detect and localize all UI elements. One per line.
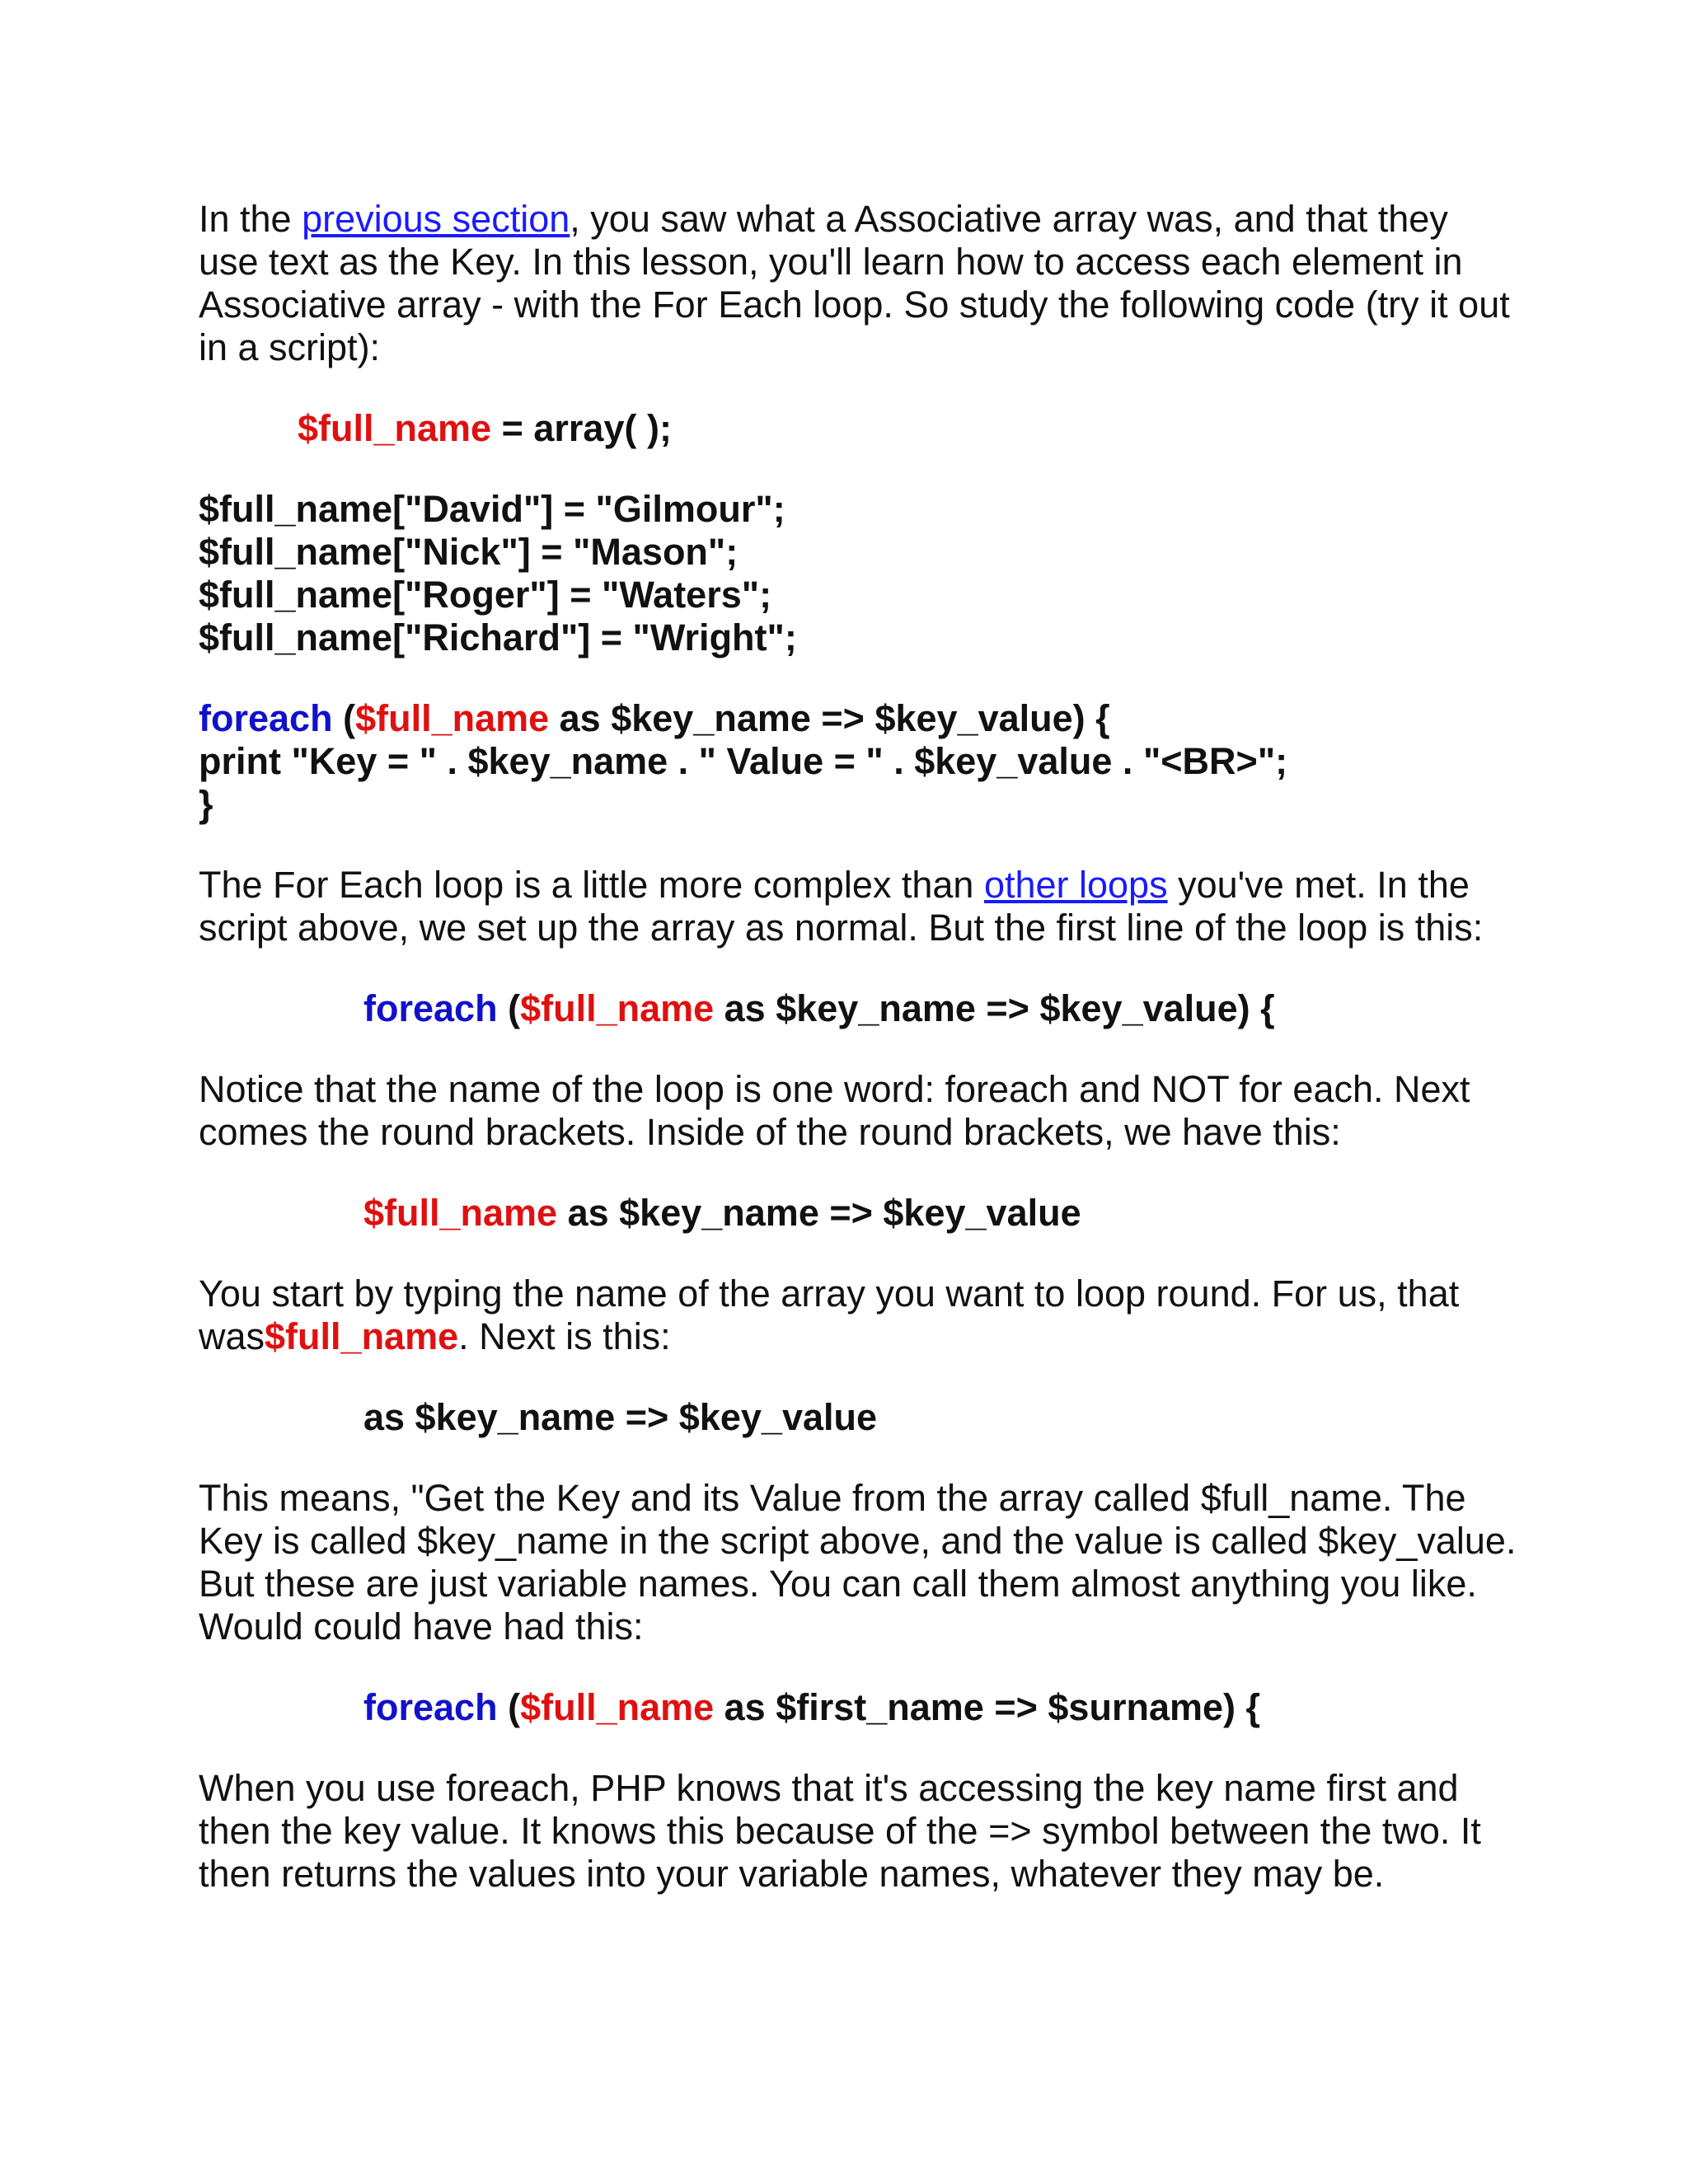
inline-variable: $full_name <box>265 1315 459 1357</box>
foreach-loop-code <box>199 697 1517 826</box>
code-text: ( <box>332 697 356 739</box>
round-brackets-code <box>199 1192 1517 1235</box>
code-keyword: foreach <box>363 987 498 1029</box>
alternate-foreach-code <box>199 1686 1517 1729</box>
code-variable: $full_name <box>520 987 715 1029</box>
explanation-text-end: you've met. In the script above, we set up the array as normal. But the first line of the loop is this: <box>199 864 1484 949</box>
meaning-paragraph: This means, "Get the Key and its Value from the array called $full_name. The Key is called $key_name in the script above, and the value is called $key_value. But these are just variable names. You can call them almost anything you like. Would could have had this: <box>199 1477 1517 1647</box>
foreach-first-line-code <box>199 987 1517 1030</box>
array-name-text-end: . Next is this: <box>458 1315 671 1357</box>
document-body <box>199 198 1517 1933</box>
code-line: $full_name["Nick"] = "Mason"; <box>199 531 738 573</box>
explanation-text-start: The For Each loop is a little more complex than <box>199 864 984 906</box>
intro-text-end: , you saw what a Associative array was, and that they use text as the Key. In this lesson, you'll learn how to access each element in Associative array - with the For Each loop. So study the following code (try it out in a script): <box>199 198 1510 368</box>
code-text: = array( ); <box>491 407 672 449</box>
explanation-paragraph <box>199 864 1517 949</box>
code-variable: $full_name <box>363 1192 558 1234</box>
code-line: print "Key = " . $key_name . " Value = " . $key_value . "<BR>"; <box>199 740 1288 782</box>
key-value-code <box>199 1396 1517 1439</box>
closing-paragraph: When you use foreach, PHP knows that it's accessing the key name first and then the key value. It knows this because of the => symbol between the two. It then returns the values into your variable names, whatever they may be. <box>199 1767 1481 1895</box>
code-variable: $full_name <box>520 1686 715 1728</box>
array-declaration-code <box>199 407 1517 450</box>
intro-paragraph <box>199 198 1517 369</box>
code-text: ( <box>497 987 521 1029</box>
code-line: $full_name["Roger"] = "Waters"; <box>199 574 772 616</box>
code-line: as $key_name => $key_value <box>363 1396 878 1438</box>
loop-name-paragraph: Notice that the name of the loop is one word: foreach and NOT for each. Next comes the round brackets. Inside of the round brackets, we have this: <box>199 1068 1470 1153</box>
code-text: as $key_name => $key_value) { <box>549 697 1110 739</box>
code-text: ( <box>497 1686 521 1728</box>
code-line: $full_name["Richard"] = "Wright"; <box>199 616 797 658</box>
array-name-paragraph <box>199 1272 1517 1358</box>
code-text: as $key_name => $key_value) { <box>714 987 1275 1029</box>
array-assignment-code <box>199 488 1517 659</box>
code-keyword: foreach <box>199 697 333 739</box>
intro-text-start: In the <box>199 198 302 240</box>
code-line: $full_name["David"] = "Gilmour"; <box>199 488 785 530</box>
previous-section-link[interactable]: previous section <box>302 198 570 240</box>
code-text: as $key_name => $key_value <box>557 1192 1081 1234</box>
array-name-text-start: You start by typing the name of the array you want to loop round. For us, that was <box>199 1272 1460 1357</box>
code-line: } <box>199 783 213 825</box>
code-keyword: foreach <box>363 1686 498 1728</box>
code-variable: $full_name <box>355 697 550 739</box>
code-text: as $first_name => $surname) { <box>714 1686 1261 1728</box>
code-variable: $full_name <box>298 407 492 449</box>
other-loops-link[interactable]: other loops <box>983 864 1168 906</box>
